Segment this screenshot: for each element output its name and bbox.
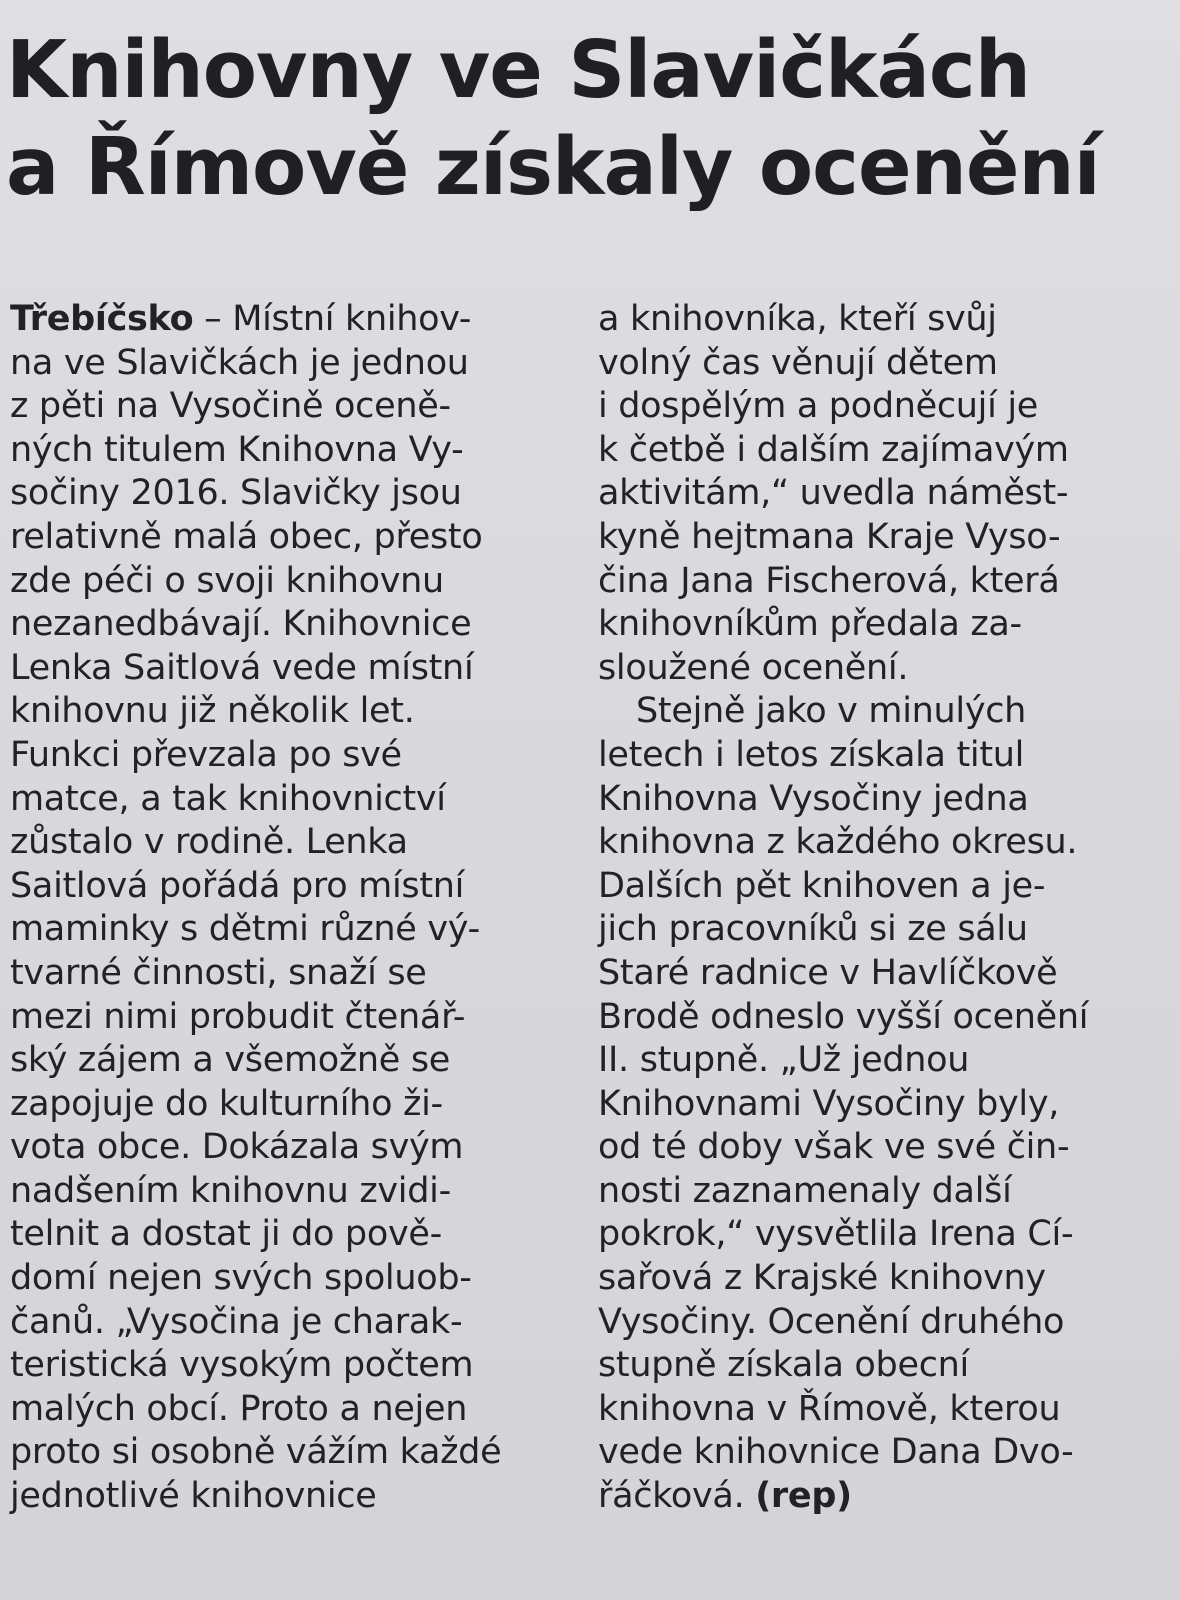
text-line: ných titulem Knihovna Vy-	[10, 429, 464, 470]
paragraph-start-line: Stejně jako v minulých	[636, 691, 1027, 732]
text-line: malých obcí. Proto a nejen	[10, 1388, 468, 1429]
text-line: vota obce. Dokázala svým	[10, 1127, 464, 1168]
text-line: ský zájem a všemožně se	[10, 1040, 451, 1081]
text-line: zde péči o svoji knihovnu	[10, 560, 444, 601]
text-line: stupně získala obecní	[598, 1345, 969, 1386]
text-line: knihovna v Římově, kterou	[598, 1388, 1061, 1429]
text-line: i dospělým a podněcují je	[598, 386, 1039, 427]
text-line: aktivitám,“ uvedla náměst-	[598, 473, 1069, 514]
article-headline	[6, 22, 1100, 216]
text-line: od té doby však ve své čin-	[598, 1127, 1070, 1168]
text-line: nadšením knihovnu zvidi-	[10, 1170, 451, 1211]
text-line: volný čas věnují dětem	[598, 342, 998, 383]
text-line: zapojuje do kulturního ži-	[10, 1083, 443, 1124]
article-column-right	[598, 298, 1173, 1519]
text-line: čina Jana Fischerová, která	[598, 560, 1060, 601]
text-run: – Místní knihov-	[193, 299, 472, 339]
text-line: knihovna z každého okresu.	[598, 822, 1078, 863]
text-line: nezanedbávají. Knihovnice	[10, 604, 472, 645]
text-line: II. stupně. „Už jednou	[598, 1040, 970, 1081]
text-line: maminky s dětmi různé vý-	[10, 909, 480, 950]
text-line	[10, 298, 580, 342]
text-line: teristická vysokým počtem	[10, 1345, 474, 1386]
dateline: Třebíčsko	[10, 299, 194, 339]
text-line: mezi nimi probudit čtenář-	[10, 996, 466, 1037]
text-line: telnit a dostat ji do pově-	[10, 1214, 442, 1255]
text-line: jednotlivé knihovnice	[10, 1476, 377, 1517]
headline-line-2: a Římově získaly ocenění	[6, 121, 1100, 213]
text-line: na ve Slavičkách je jednou	[10, 342, 469, 383]
text-line: Dalších pět knihoven a je-	[598, 865, 1046, 906]
text-line: k četbě i dalším zajímavým	[598, 429, 1069, 470]
text-run: řáčková.	[598, 1476, 756, 1517]
text-line: z pěti na Vysočině oceně-	[10, 386, 451, 427]
text-line: Saitlová pořádá pro místní	[10, 865, 465, 906]
text-line: matce, a tak knihovnictví	[10, 778, 446, 819]
text-line: tvarné činnosti, snaží se	[10, 952, 427, 993]
text-line: vede knihovnice Dana Dvo-	[598, 1432, 1074, 1473]
headline-line-1: Knihovny ve Slavičkách	[6, 24, 1030, 116]
text-line: kyně hejtmana Kraje Vyso-	[598, 516, 1061, 557]
text-line: zůstalo v rodině. Lenka	[10, 822, 408, 863]
text-line: proto si osobně vážím každé	[10, 1432, 502, 1473]
text-line: čanů. „Vysočina je charak-	[10, 1301, 463, 1342]
text-line: a knihovníka, kteří svůj	[598, 299, 997, 339]
author-byline: (rep)	[755, 1476, 852, 1517]
text-line: letech i letos získala titul	[598, 734, 1025, 775]
text-line: Brodě odneslo vyšší ocenění	[598, 996, 1089, 1037]
text-line: Lenka Saitlová vede místní	[10, 647, 474, 688]
text-line: nosti zaznamenaly další	[598, 1170, 1012, 1211]
text-line	[598, 1475, 1173, 1519]
article-column-left	[10, 298, 580, 1519]
text-line: domí nejen svých spoluob-	[10, 1258, 472, 1299]
text-line: Knihovnami Vysočiny byly,	[598, 1083, 1060, 1124]
text-line: Funkci převzala po své	[10, 734, 402, 775]
text-line: sařová z Krajské knihovny	[598, 1258, 1046, 1299]
text-line: Vysočiny. Ocenění druhého	[598, 1301, 1065, 1342]
text-line: relativně malá obec, přesto	[10, 516, 483, 557]
text-line: pokrok,“ vysvětlila Irena Cí-	[598, 1214, 1074, 1255]
text-line: jich pracovníků si ze sálu	[598, 909, 1028, 950]
text-line: sočiny 2016. Slavičky jsou	[10, 473, 462, 514]
text-line: sloužené ocenění.	[598, 647, 909, 688]
text-line: knihovnu již několik let.	[10, 691, 415, 732]
text-line: Staré radnice v Havlíčkově	[598, 952, 1058, 993]
text-line: Knihovna Vysočiny jedna	[598, 778, 1029, 819]
text-line: knihovníkům předala za-	[598, 604, 1022, 645]
